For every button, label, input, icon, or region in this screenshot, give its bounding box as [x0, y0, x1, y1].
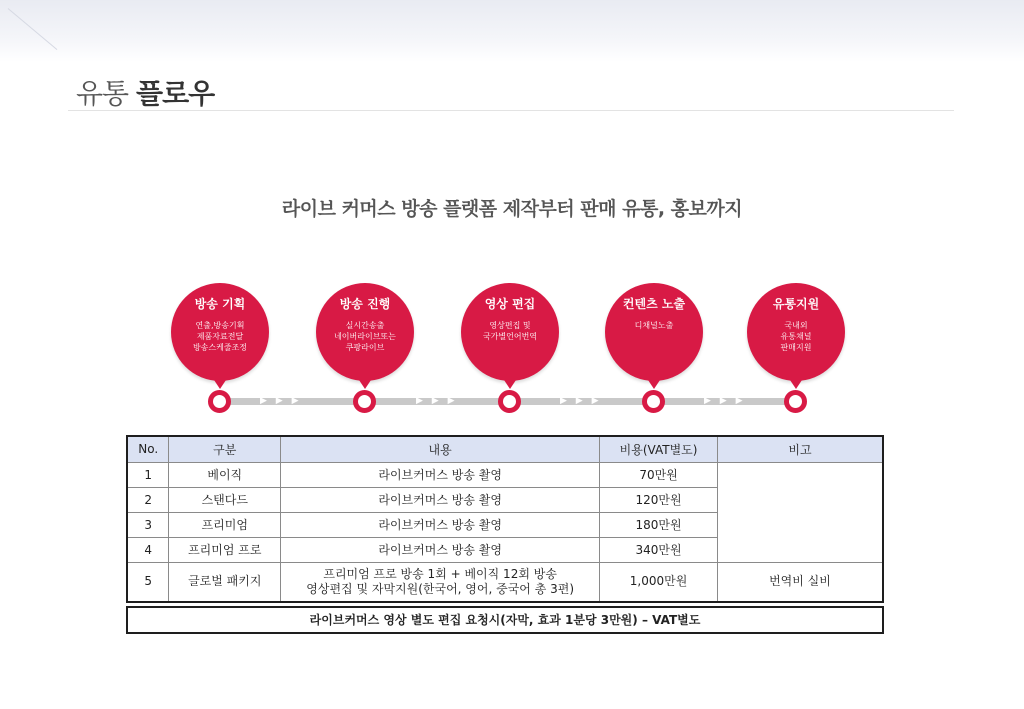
row-cost: 340만원	[600, 537, 718, 562]
row-content-line: 영상편집 및 자막지원(한국어, 영어, 중국어 총 3편)	[306, 581, 575, 596]
step-bubble	[605, 283, 703, 381]
flow-arrow: ▶ ▶ ▶	[416, 396, 458, 406]
row-content: 라이브커머스 방송 촬영	[281, 512, 600, 537]
table-row	[127, 562, 883, 602]
step-title: 방송 진행	[339, 297, 391, 311]
row-content: 라이브커머스 방송 촬영	[281, 462, 600, 487]
step-title: 유통지원	[772, 297, 820, 311]
step-bubble	[747, 283, 845, 381]
flow-node	[498, 390, 521, 413]
row-type: 프리미엄 프로	[169, 537, 281, 562]
row-type: 글로벌 패키지	[169, 562, 281, 602]
step-title: 컨텐츠 노출	[622, 297, 686, 311]
editing-fee-note: 라이브커머스 영상 별도 편집 요청시(자막, 효과 1분당 3만원) – VAT별도	[126, 606, 884, 634]
row-cost: 1,000만원	[600, 562, 718, 602]
row-cost: 180만원	[600, 512, 718, 537]
step-bubble	[171, 283, 269, 381]
page-title-bold: 플로우	[136, 77, 215, 110]
flow-arrow: ▶ ▶ ▶	[704, 396, 746, 406]
flow-node	[353, 390, 376, 413]
row-content	[281, 562, 600, 602]
header-no: No.	[127, 436, 169, 462]
step-bubble	[461, 283, 559, 381]
table-header-row	[127, 436, 883, 462]
row-cost: 120만원	[600, 487, 718, 512]
row-content: 라이브커머스 방송 촬영	[281, 487, 600, 512]
step-description: 연출,방송기획 제품자료전달 방송스케줄조정	[192, 321, 248, 352]
step-description: 실시간송출 네이버라이브또는 쿠팡라이브	[334, 321, 396, 352]
flow-node	[208, 390, 231, 413]
flow-subtitle: 라이브 커머스 방송 플랫폼 제작부터 판매 유통, 홍보까지	[281, 198, 743, 220]
row-type: 베이직	[169, 462, 281, 487]
row-type: 스탠다드	[169, 487, 281, 512]
step-description: 국내외 유통채널 판매지원	[780, 321, 812, 352]
step-bubble	[316, 283, 414, 381]
row-note-empty	[717, 462, 883, 562]
row-content-line: 프리미엄 프로 방송 1회 + 베이직 12회 방송	[323, 566, 557, 581]
pricing-table	[126, 435, 884, 603]
row-no: 5	[127, 562, 169, 602]
header-note: 비고	[717, 436, 883, 462]
page-title-light: 유통	[76, 77, 129, 110]
row-cost: 70만원	[600, 462, 718, 487]
step-title: 영상 편집	[484, 297, 536, 311]
flow-node	[642, 390, 665, 413]
row-no: 2	[127, 487, 169, 512]
flow-node	[784, 390, 807, 413]
row-type: 프리미엄	[169, 512, 281, 537]
header-content: 내용	[281, 436, 600, 462]
row-no: 3	[127, 512, 169, 537]
row-content: 라이브커머스 방송 촬영	[281, 537, 600, 562]
row-no: 1	[127, 462, 169, 487]
table-row	[127, 462, 883, 487]
step-description: 디채널노출	[634, 321, 674, 330]
row-note: 번역비 실비	[717, 562, 883, 602]
flow-arrow: ▶ ▶ ▶	[560, 396, 602, 406]
step-title: 방송 기획	[194, 297, 246, 311]
step-description: 영상편집 및 국가별언어번역	[482, 321, 538, 341]
header-cost: 비용(VAT별도)	[600, 436, 718, 462]
header-type: 구분	[169, 436, 281, 462]
flow-arrow: ▶ ▶ ▶	[260, 396, 302, 406]
row-no: 4	[127, 537, 169, 562]
